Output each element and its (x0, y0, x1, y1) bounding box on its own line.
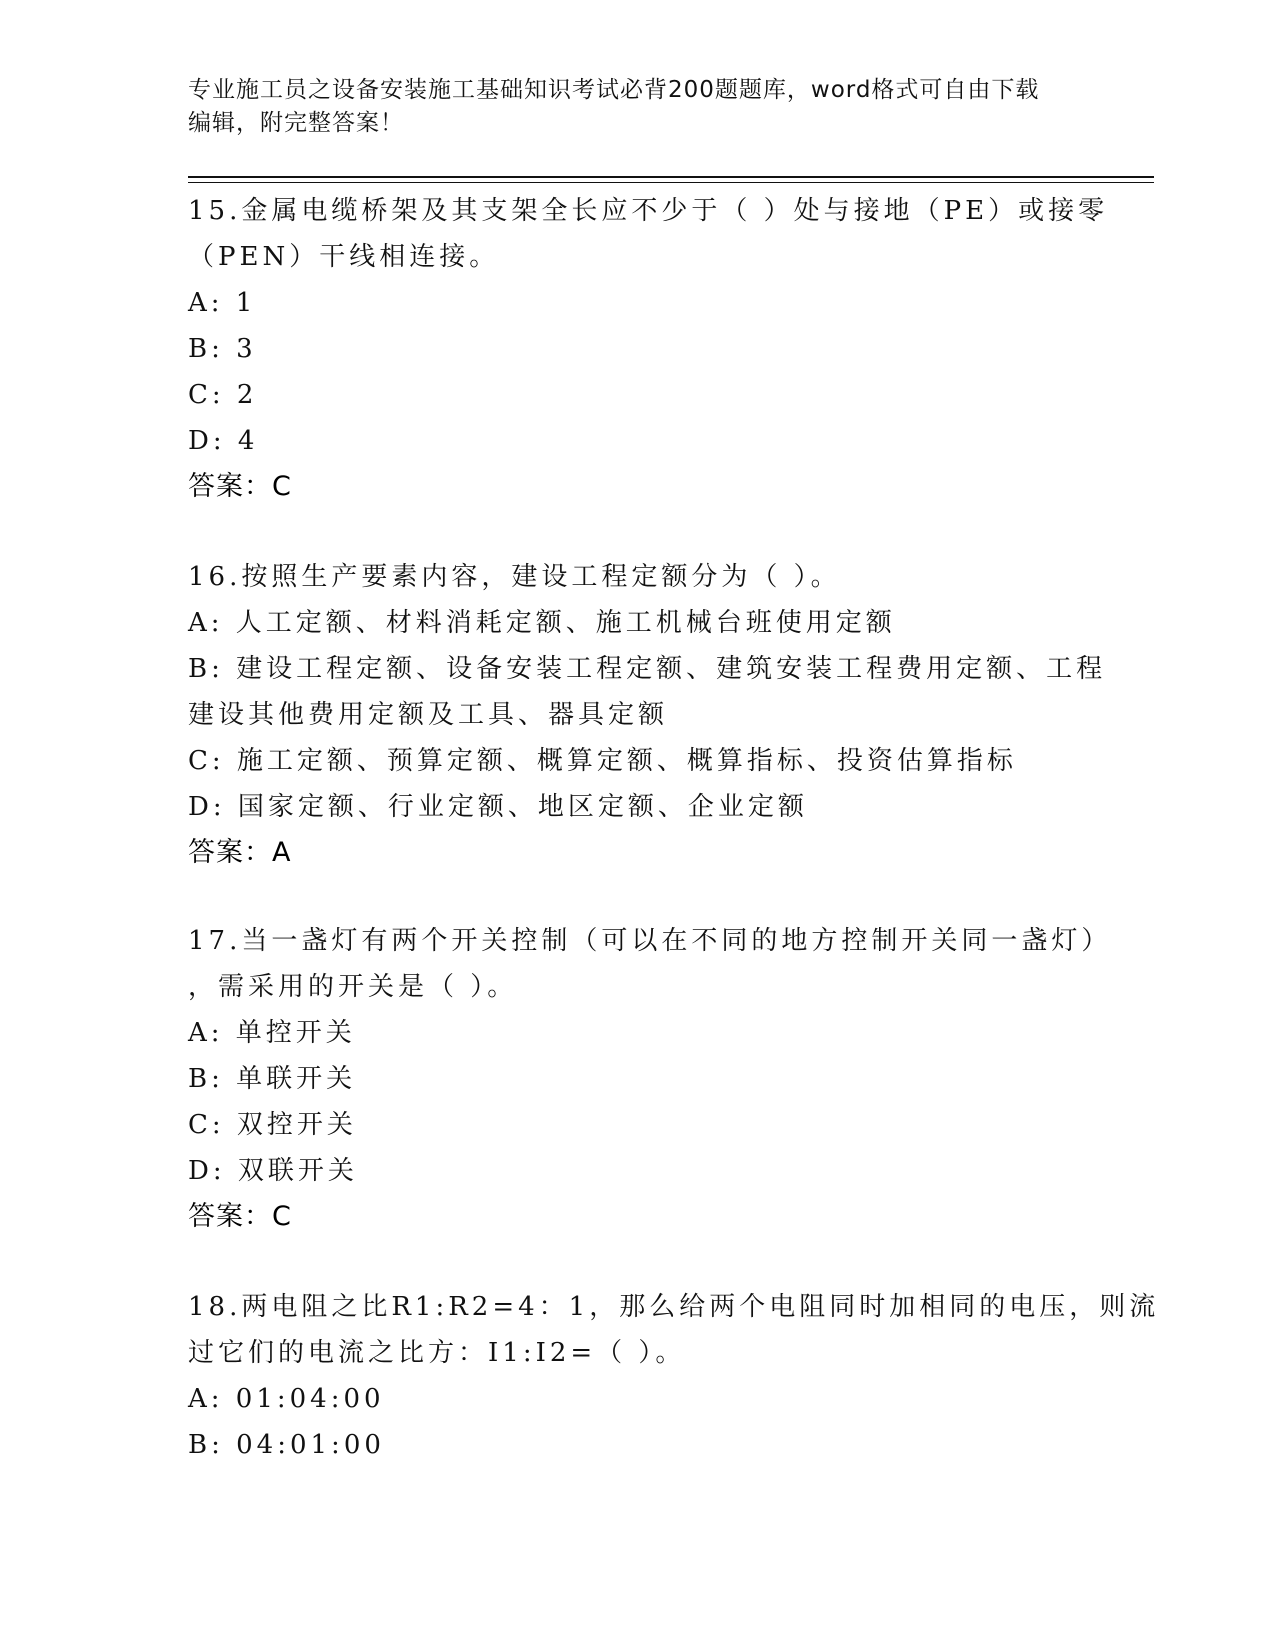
option-d: D: 双联开关 (188, 1156, 358, 1186)
header-title-line-1: 专业施工员之设备安装施工基础知识考试必背200题题库，word格式可自由下载 (188, 77, 1040, 103)
option-b: B: 04:01:00 (188, 1430, 385, 1460)
option-c: C: 双控开关 (188, 1110, 357, 1140)
answer-text: 答案：C (188, 1201, 292, 1232)
question-stem-line: 16.按照生产要素内容，建设工程定额分为（ ）。 (188, 562, 841, 592)
option-b: B: 建设工程定额、设备安装工程定额、建筑安装工程费用定额、工程 (188, 654, 1107, 684)
option-b: B: 3 (188, 334, 257, 364)
answer-text: 答案：A (188, 837, 292, 868)
option-a: A: 人工定额、材料消耗定额、施工机械台班使用定额 (188, 608, 896, 638)
option-a: A: 单控开关 (188, 1018, 356, 1048)
question-stem-line: 15.金属电缆桥架及其支架全长应不少于（ ）处与接地（PE）或接零 (188, 196, 1109, 226)
question-stem-line: 17.当一盏灯有两个开关控制（可以在不同的地方控制开关同一盏灯） (188, 926, 1112, 956)
question-15 (188, 188, 1109, 510)
option-c: C: 2 (188, 380, 258, 410)
header-divider-thin (188, 182, 1154, 183)
option-a: A: 01:04:00 (188, 1384, 385, 1414)
header-title-line-2: 编辑，附完整答案！ (188, 110, 404, 136)
answer-text: 答案：C (188, 471, 292, 502)
option-b: B: 单联开关 (188, 1064, 357, 1094)
question-17 (188, 918, 1112, 1240)
question-stem-line: 过它们的电流之比方：I1:I2=（ ）。 (188, 1338, 686, 1368)
option-a: A: 1 (188, 288, 257, 318)
option-d: D: 国家定额、行业定额、地区定额、企业定额 (188, 792, 808, 822)
option-c: C: 施工定额、预算定额、概算定额、概算指标、投资估算指标 (188, 746, 1017, 776)
question-16 (188, 554, 1107, 876)
question-18 (188, 1284, 1160, 1468)
question-stem-line: ，需采用的开关是（ ）。 (188, 972, 518, 1002)
document-header (188, 74, 1088, 140)
option-d: D: 4 (188, 426, 259, 456)
header-divider-thick (188, 176, 1154, 178)
question-stem-line: （PEN）干线相连接。 (188, 242, 500, 272)
option-b-continuation: 建设其他费用定额及工具、器具定额 (188, 700, 669, 730)
question-stem-line: 18.两电阻之比R1:R2=4：1，那么给两个电阻同时加相同的电压，则流 (188, 1292, 1160, 1322)
